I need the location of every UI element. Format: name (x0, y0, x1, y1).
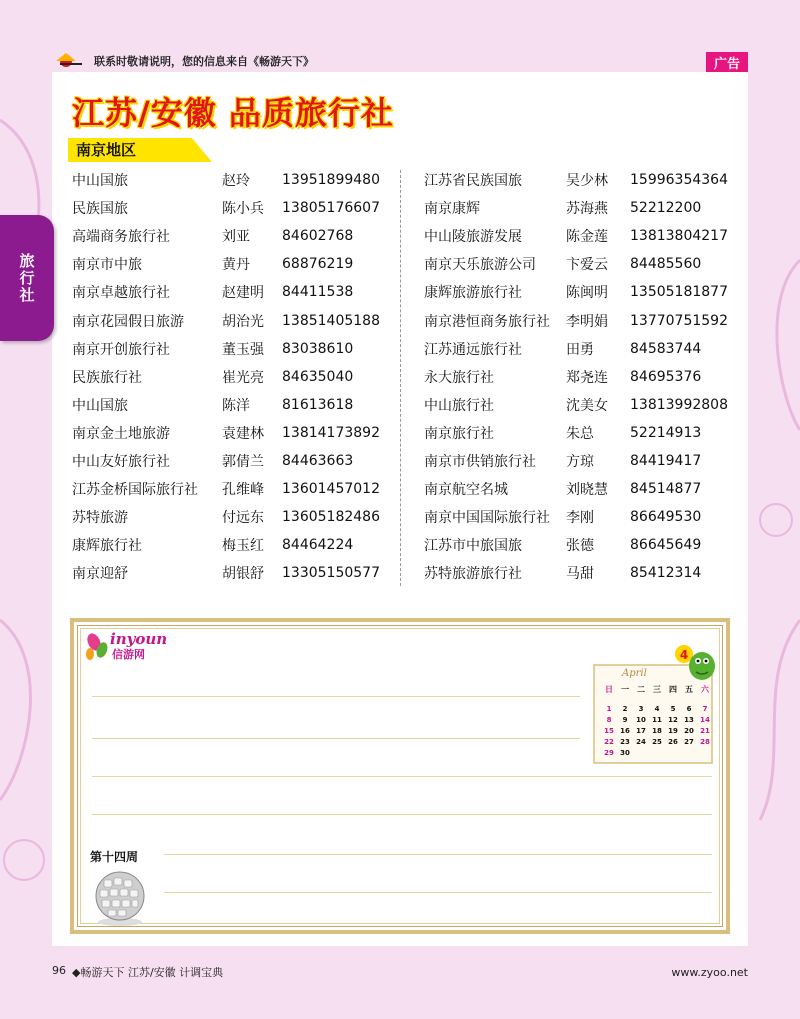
listing-row (72, 503, 392, 531)
agency-person: 陈金莲 (566, 229, 608, 246)
calendar-weekday: 二 (637, 685, 645, 694)
agency-person: 胡治光 (222, 313, 264, 330)
calendar-day: 19 (668, 727, 678, 735)
agency-phone: 52214913 (630, 424, 702, 441)
agency-name: 民族国旅 (72, 201, 128, 218)
agency-person: 沈美女 (566, 397, 608, 414)
agency-name: 江苏省民族国旅 (424, 173, 522, 190)
calendar-day: 24 (636, 738, 646, 746)
agency-phone: 84635040 (282, 368, 354, 385)
calendar-day: 15 (604, 727, 614, 735)
agency-name: 江苏通远旅行社 (424, 341, 522, 358)
agency-name: 中山旅行社 (424, 397, 494, 414)
agency-person: 陈闽明 (566, 285, 608, 302)
agency-phone: 13505181877 (630, 284, 728, 301)
calendar-month: April (622, 668, 647, 679)
calendar-day: 5 (670, 705, 676, 713)
agency-person: 赵建明 (222, 285, 264, 302)
agency-phone: 84514877 (630, 481, 702, 498)
listing-row (424, 194, 740, 222)
calendar-day: 10 (636, 716, 646, 724)
calendar-day: 14 (700, 716, 710, 724)
agency-name: 中山国旅 (72, 173, 128, 190)
agency-name: 南京开创旅行社 (72, 341, 170, 358)
listing-row (424, 503, 740, 531)
agency-phone: 84463663 (282, 452, 354, 469)
listing-row (424, 531, 740, 559)
agency-phone: 86649530 (630, 509, 702, 526)
agency-phone: 85412314 (630, 565, 702, 582)
agency-name: 民族旅行社 (72, 369, 142, 386)
agency-name: 南京航空名城 (424, 482, 508, 499)
agency-phone: 52212200 (630, 200, 702, 217)
agency-phone: 84419417 (630, 452, 702, 469)
column-divider (400, 170, 401, 586)
calendar-weekday: 三 (653, 685, 661, 694)
agency-person: 黄丹 (222, 257, 250, 274)
agency-name: 江苏市中旅国旅 (424, 538, 522, 555)
agency-name: 南京康辉 (424, 201, 480, 218)
agency-name: 南京旅行社 (424, 425, 494, 442)
agency-phone: 13851405188 (282, 312, 380, 329)
listing-row (72, 166, 392, 194)
page-number: 96 (52, 964, 66, 977)
agency-name: 南京花园假日旅游 (72, 313, 184, 330)
calendar-day: 29 (604, 749, 614, 757)
note-line (92, 696, 580, 697)
calendar-day: 30 (620, 749, 630, 757)
listing-row (424, 306, 740, 334)
listing-row (424, 559, 740, 587)
calendar-day: 4 (654, 705, 660, 713)
agency-phone: 83038610 (282, 340, 354, 357)
listing-row (72, 222, 392, 250)
agency-person: 梅玉红 (222, 538, 264, 555)
note-line (92, 738, 580, 739)
publication-name: ◆畅游天下 江苏/安徽 计调宝典 (72, 966, 224, 979)
agency-person: 马甜 (566, 566, 594, 583)
agency-person: 孔维峰 (222, 482, 264, 499)
agency-phone: 84602768 (282, 228, 354, 245)
listing-row (424, 363, 740, 391)
agency-person: 李明娟 (566, 313, 608, 330)
agency-phone: 84695376 (630, 368, 702, 385)
agency-phone: 84485560 (630, 256, 702, 273)
ad-tag: 广告 (706, 52, 748, 72)
agency-phone: 86645649 (630, 537, 702, 554)
note-line (92, 776, 712, 777)
agency-person: 刘亚 (222, 229, 250, 246)
listing-row (424, 250, 740, 278)
page-title: 江苏/安徽 品质旅行社 (72, 94, 394, 132)
agency-phone: 13305150577 (282, 565, 380, 582)
calendar-day: 23 (620, 738, 630, 746)
listing-row (72, 250, 392, 278)
calendar-day (697, 750, 713, 761)
agency-person: 袁建林 (222, 425, 264, 442)
note-line (164, 854, 712, 855)
agency-phone: 81613618 (282, 396, 354, 413)
agency-phone: 15996354364 (630, 172, 728, 189)
agency-person: 赵玲 (222, 173, 250, 190)
calendar-day: 8 (606, 716, 612, 724)
calendar-day (665, 750, 681, 761)
calendar-day: 27 (684, 738, 694, 746)
calendar-day: 13 (684, 716, 694, 724)
dragon-mascot-icon (672, 642, 718, 684)
calendar-day (633, 750, 649, 761)
calendar-day: 12 (668, 716, 678, 724)
week-label: 第十四周 (90, 850, 139, 864)
listing-row (424, 447, 740, 475)
brand-text: 信游网 (112, 648, 145, 661)
right-listing (424, 166, 740, 587)
agency-name: 中山国旅 (72, 397, 128, 414)
note-line (92, 814, 712, 815)
agency-phone: 13605182486 (282, 509, 380, 526)
calendar-day (681, 750, 697, 761)
agency-person: 董玉强 (222, 341, 264, 358)
listing-row (424, 166, 740, 194)
agency-person: 胡银舒 (222, 566, 264, 583)
listing-row (72, 194, 392, 222)
header-notice (52, 50, 748, 72)
agency-person: 吴少林 (566, 173, 608, 190)
listing-row (72, 335, 392, 363)
calendar-day: 17 (636, 727, 646, 735)
agency-name: 中山陵旅游发展 (424, 229, 522, 246)
agency-name: 苏特旅游旅行社 (424, 566, 522, 583)
calendar-day: 16 (620, 727, 630, 735)
agency-name: 苏特旅游 (72, 510, 128, 527)
keyboard-ball-icon (90, 868, 150, 928)
agency-name: 高端商务旅行社 (72, 229, 170, 246)
calendar-day: 20 (684, 727, 694, 735)
agency-person: 付远东 (222, 510, 264, 527)
agency-name: 南京天乐旅游公司 (424, 257, 536, 274)
agency-person: 方琼 (566, 453, 594, 470)
header-notice-text: 联系时敬请说明，您的信息来自《畅游天下》 (94, 55, 314, 68)
listing-row (72, 306, 392, 334)
listing-row (72, 278, 392, 306)
calendar-day: 1 (606, 705, 612, 713)
agency-person: 李刚 (566, 510, 594, 527)
side-tab-travel-agency[interactable]: 旅行社 (0, 215, 54, 341)
left-listing (72, 166, 392, 587)
website-link[interactable]: www.zyoo.net (671, 965, 748, 979)
agency-name: 康辉旅游旅行社 (424, 285, 522, 302)
calendar-weekday: 一 (621, 685, 629, 694)
agency-person: 郑尧连 (566, 369, 608, 386)
agency-phone: 68876219 (282, 256, 354, 273)
calendar-day: 7 (702, 705, 708, 713)
agency-name: 南京迎舒 (72, 566, 128, 583)
agency-name: 南京市供销旅行社 (424, 453, 536, 470)
listing-row (424, 335, 740, 363)
agency-person: 崔光亮 (222, 369, 264, 386)
agency-person: 郭倩兰 (222, 453, 264, 470)
agency-name: 中山友好旅行社 (72, 453, 170, 470)
calendar-day: 6 (686, 705, 692, 713)
listing-row (424, 475, 740, 503)
calendar-weekday: 五 (685, 685, 693, 694)
section-label: 南京地区 (76, 141, 137, 159)
svg-text:inyoun: inyoun (110, 630, 168, 648)
listing-row (72, 363, 392, 391)
listing-row (424, 278, 740, 306)
listing-row (72, 559, 392, 587)
calendar-weekday: 六 (701, 685, 709, 694)
agency-phone: 13814173892 (282, 424, 380, 441)
agency-phone: 13813992808 (630, 396, 728, 413)
calendar-day: 25 (652, 738, 662, 746)
agency-person: 卞爱云 (566, 257, 608, 274)
calendar-day: 3 (638, 705, 644, 713)
agency-person: 田勇 (566, 341, 594, 358)
agency-phone: 84411538 (282, 284, 354, 301)
calendar-day: 9 (622, 716, 628, 724)
listing-row (72, 475, 392, 503)
agency-person: 苏海燕 (566, 201, 608, 218)
calendar-day: 2 (622, 705, 628, 713)
agency-phone: 13951899480 (282, 172, 380, 189)
listing-row (424, 222, 740, 250)
note-line (164, 892, 712, 893)
listing-row (72, 531, 392, 559)
agency-phone: 13770751592 (630, 312, 728, 329)
publication-logo-icon (52, 52, 86, 70)
listing-row (72, 447, 392, 475)
calendar-day: 21 (700, 727, 710, 735)
agency-person: 朱总 (566, 425, 594, 442)
footer (52, 962, 748, 982)
agency-person: 陈小兵 (222, 201, 264, 218)
calendar-day: 26 (668, 738, 678, 746)
agency-phone: 13805176607 (282, 200, 380, 217)
calendar-month-number: 4 (679, 648, 689, 662)
agency-person: 陈洋 (222, 397, 250, 414)
agency-phone: 84464224 (282, 537, 354, 554)
calendar-weekday: 日 (605, 685, 613, 694)
agency-name: 南京卓越旅行社 (72, 285, 170, 302)
agency-person: 刘晓慧 (566, 482, 608, 499)
agency-phone: 13813804217 (630, 228, 728, 245)
agency-phone: 84583744 (630, 340, 702, 357)
agency-name: 永大旅行社 (424, 369, 494, 386)
calendar-grid (601, 686, 713, 761)
calendar-weekday: 四 (669, 685, 677, 694)
calendar-day: 28 (700, 738, 710, 746)
agency-name: 南京港恒商务旅行社 (424, 313, 550, 330)
agency-person: 张德 (566, 538, 594, 555)
calendar-day: 22 (604, 738, 614, 746)
listing-row (424, 391, 740, 419)
agency-name: 南京中国国际旅行社 (424, 510, 550, 527)
agency-phone: 13601457012 (282, 481, 380, 498)
agency-name: 南京市中旅 (72, 257, 142, 274)
calendar-day: 18 (652, 727, 662, 735)
agency-name: 南京金土地旅游 (72, 425, 170, 442)
listing-row (72, 419, 392, 447)
calendar-day: 11 (652, 716, 662, 724)
calendar-day (649, 750, 665, 761)
agency-name: 江苏金桥国际旅行社 (72, 482, 198, 499)
agency-name: 康辉旅行社 (72, 538, 142, 555)
listing-row (72, 391, 392, 419)
listing-row (424, 419, 740, 447)
